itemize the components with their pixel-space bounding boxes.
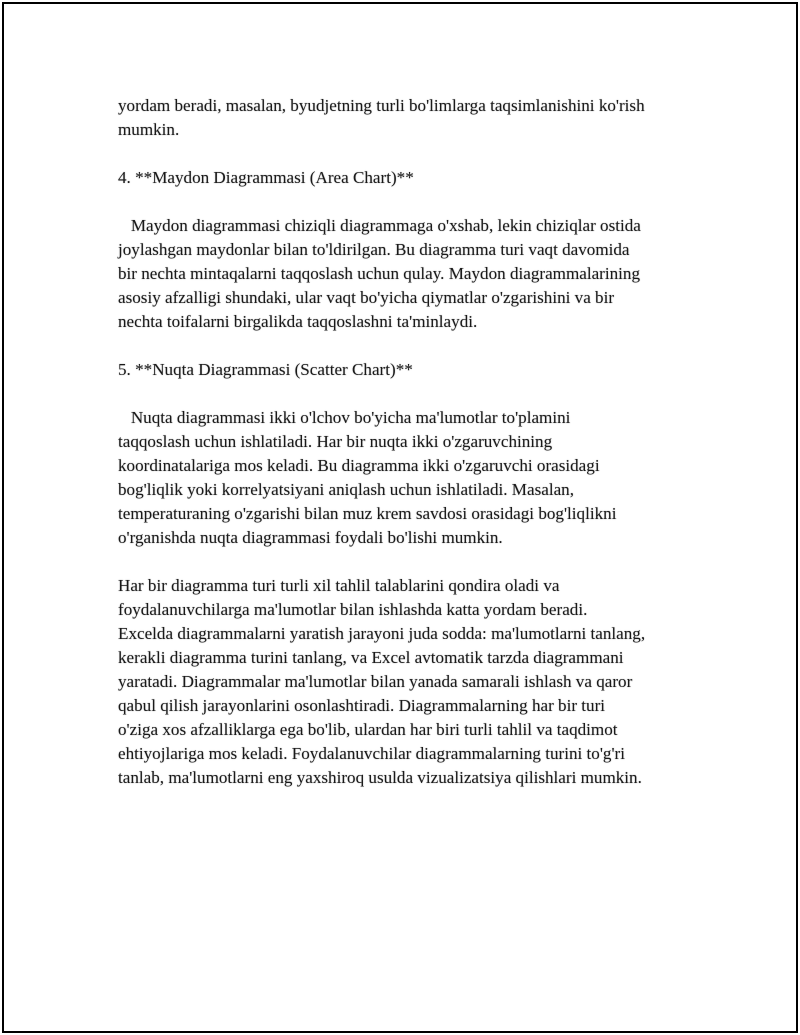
section-heading — [118, 358, 698, 382]
paragraph — [118, 406, 698, 550]
paragraph-spacer — [118, 382, 698, 406]
text-line: koordinatalariga mos keladi. Bu diagramma ikki o'zgaruvchi orasidagi — [118, 456, 600, 475]
text-line: yaratadi. Diagrammalar ma'lumotlar bilan yanada samarali ishlash va qaror — [118, 672, 633, 691]
paragraph-spacer — [118, 142, 698, 166]
paragraph — [118, 94, 698, 142]
text-line: Har bir diagramma turi turli xil tahlil talablarini qondira oladi va — [118, 576, 560, 595]
paragraph — [118, 574, 698, 790]
text-line: tanlab, ma'lumotlarni eng yaxshiroq usulda vizualizatsiya qilishlari mumkin. — [118, 768, 642, 787]
text-line: Excelda diagrammalarni yaratish jarayoni juda sodda: ma'lumotlarni tanlang, — [118, 624, 646, 643]
document-body — [118, 94, 698, 790]
text-line: ehtiyojlariga mos keladi. Foydalanuvchilar diagrammalarning turini to'g'ri — [118, 744, 625, 763]
section-heading — [118, 166, 698, 190]
text-line: o'rganishda nuqta diagrammasi foydali bo'lishi mumkin. — [118, 528, 503, 547]
text-line: temperaturaning o'zgarishi bilan muz krem savdosi orasidagi bog'liqlikni — [118, 504, 617, 523]
text-line: kerakli diagramma turini tanlang, va Excel avtomatik tarzda diagrammani — [118, 648, 624, 667]
paragraph — [118, 214, 698, 334]
text-line: mumkin. — [118, 120, 180, 139]
text-line: foydalanuvchilarga ma'lumotlar bilan ishlashda katta yordam beradi. — [118, 600, 588, 619]
text-line: nechta toifalarni birgalikda taqqoslashni ta'minlaydi. — [118, 312, 478, 331]
text-line: taqqoslash uchun ishlatiladi. Har bir nuqta ikki o'zgaruvchining — [118, 432, 553, 451]
text-line: bir nechta mintaqalarni taqqoslash uchun qulay. Maydon diagrammalarining — [118, 264, 641, 283]
text-line: yordam beradi, masalan, byudjetning turli bo'limlarga taqsimlanishini ko'rish — [118, 96, 645, 115]
paragraph-spacer — [118, 334, 698, 358]
paragraph-spacer — [118, 190, 698, 214]
text-line: Maydon diagrammasi chiziqli diagrammaga o'xshab, lekin chiziqlar ostida — [118, 216, 641, 235]
paragraph-spacer — [118, 550, 698, 574]
text-line: bog'liqlik yoki korrelyatsiyani aniqlash uchun ishlatiladi. Masalan, — [118, 480, 574, 499]
text-line: o'ziga xos afzalliklarga ega bo'lib, ulardan har biri turli tahlil va taqdimot — [118, 720, 618, 739]
text-line: 5. **Nuqta Diagrammasi (Scatter Chart)** — [118, 360, 413, 379]
text-line: Nuqta diagrammasi ikki o'lchov bo'yicha ma'lumotlar to'plamini — [118, 408, 571, 427]
text-line: 4. **Maydon Diagrammasi (Area Chart)** — [118, 168, 414, 187]
text-line: joylashgan maydonlar bilan to'ldirilgan. Bu diagramma turi vaqt davomida — [118, 240, 630, 259]
text-line: asosiy afzalligi shundaki, ular vaqt bo'yicha qiymatlar o'zgarishini va bir — [118, 288, 615, 307]
text-line: qabul qilish jarayonlarini osonlashtiradi. Diagrammalarning har bir turi — [118, 696, 606, 715]
